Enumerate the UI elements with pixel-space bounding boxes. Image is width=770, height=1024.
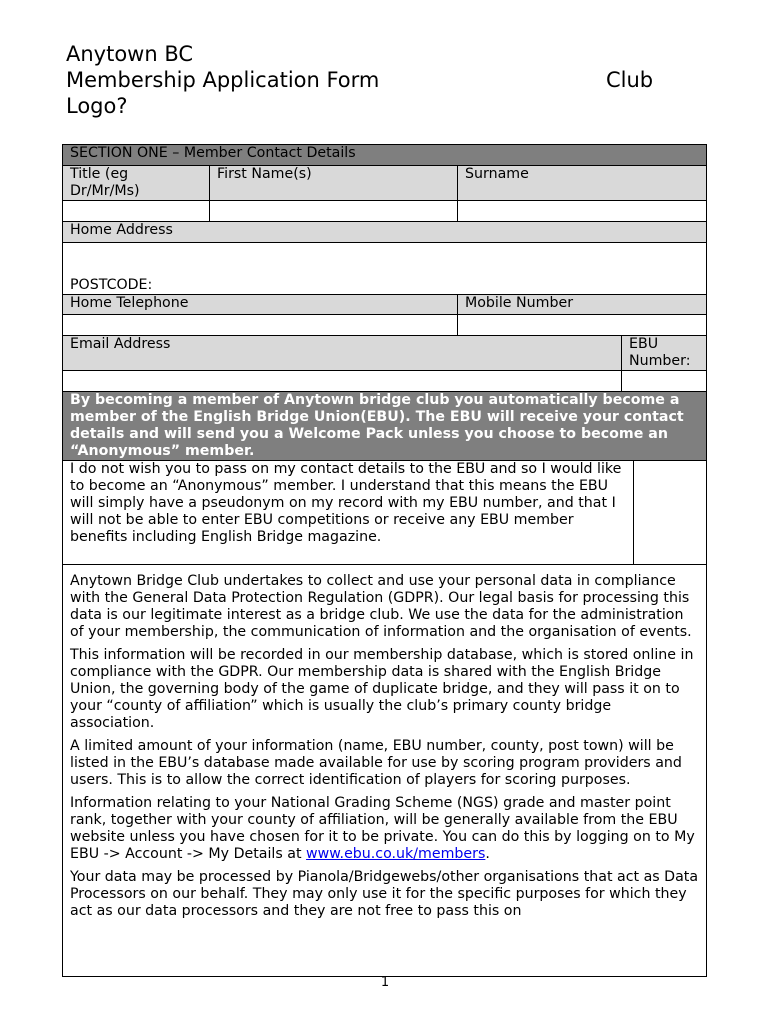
privacy-paragraph: Anytown Bridge Club undertakes to collect and use your personal data in compliance with the General Data Protection Regulation (GDPR). Our legal basis for processing this data is our legitimate interest as a bridge club. We use the data for the administration of your membership, the communication of information and the organisation of events. [70,573,692,640]
form-title: Membership Application Form [66,68,380,92]
postcode-label: POSTCODE: [70,277,153,293]
logo-placeholder-line1: Club [606,68,654,92]
anonymous-notice: By becoming a member of Anytown bridge club you automatically become a member of the English Bridge Union(EBU). The EBU will receive your contact details and will send you a Welcome Pack unless you choose to become an “Anonymous” member. [63,392,707,461]
first-name-label: First Name(s) [210,166,458,201]
home-address-label: Home Address [63,222,707,243]
privacy-paragraph [70,795,699,863]
document-header [66,41,666,119]
mobile-number-label: Mobile Number [458,295,707,315]
home-telephone-label: Home Telephone [63,295,458,315]
privacy-paragraph-text: Information relating to your National Grading Scheme (NGS) grade and master point rank, together with your county of affiliation, will be generally available from the EBU website unless you have chosen for it to be private. You can do this by logging on to My EBU -> Account -> My Details at [70,795,695,862]
email-field[interactable] [63,371,622,392]
surname-field[interactable] [458,201,707,222]
anonymous-opt-out-box[interactable] [634,461,707,565]
privacy-paragraph: Your data may be processed by Pianola/Bridgewebs/other organisations that act as Data Processors on our behalf. They may only use it for the specific purposes for which they act as our data processors and they are not free to pass this on [70,869,699,919]
privacy-paragraph: A limited amount of your information (name, EBU number, county, post town) will be listed in the EBU’s database made available for use by scoring program providers and users. This is to allow the correct identification of players for scoring purposes. [70,738,682,788]
logo-placeholder-line2: Logo? [66,94,128,118]
mobile-number-field[interactable] [458,315,707,336]
home-address-field[interactable] [63,243,707,295]
page-number: 1 [380,975,390,990]
ebu-number-label: EBU Number: [622,336,707,371]
ebu-members-link[interactable]: www.ebu.co.uk/members [306,846,486,862]
membership-form-table [62,144,707,977]
section-one-heading: SECTION ONE – Member Contact Details [63,145,707,166]
anonymous-opt-out-text: I do not wish you to pass on my contact details to the EBU and so I would like to become an “Anonymous” member. I understand that this means the EBU will simply have a pseudonym on my record with my EBU number, and that I will not be able to enter EBU competitions or receive any EBU member benefits including English Bridge magazine. [63,461,634,565]
privacy-paragraph-end: . [485,846,490,862]
privacy-notice [63,565,707,977]
ebu-number-field[interactable] [622,371,707,392]
title-label: Title (eg Dr/Mr/Ms) [63,166,210,201]
email-label: Email Address [63,336,622,371]
club-name: Anytown BC [66,42,194,66]
surname-label: Surname [458,166,707,201]
title-field[interactable] [63,201,210,222]
first-name-field[interactable] [210,201,458,222]
privacy-paragraph: This information will be recorded in our membership database, which is stored online in compliance with the GDPR. Our membership data is shared with the English Bridge Union, the governing body of the game of duplicate bridge, and they will pass it on to your “county of affiliation” which is usually the club’s primary county bridge association. [70,647,694,731]
home-telephone-field[interactable] [63,315,458,336]
